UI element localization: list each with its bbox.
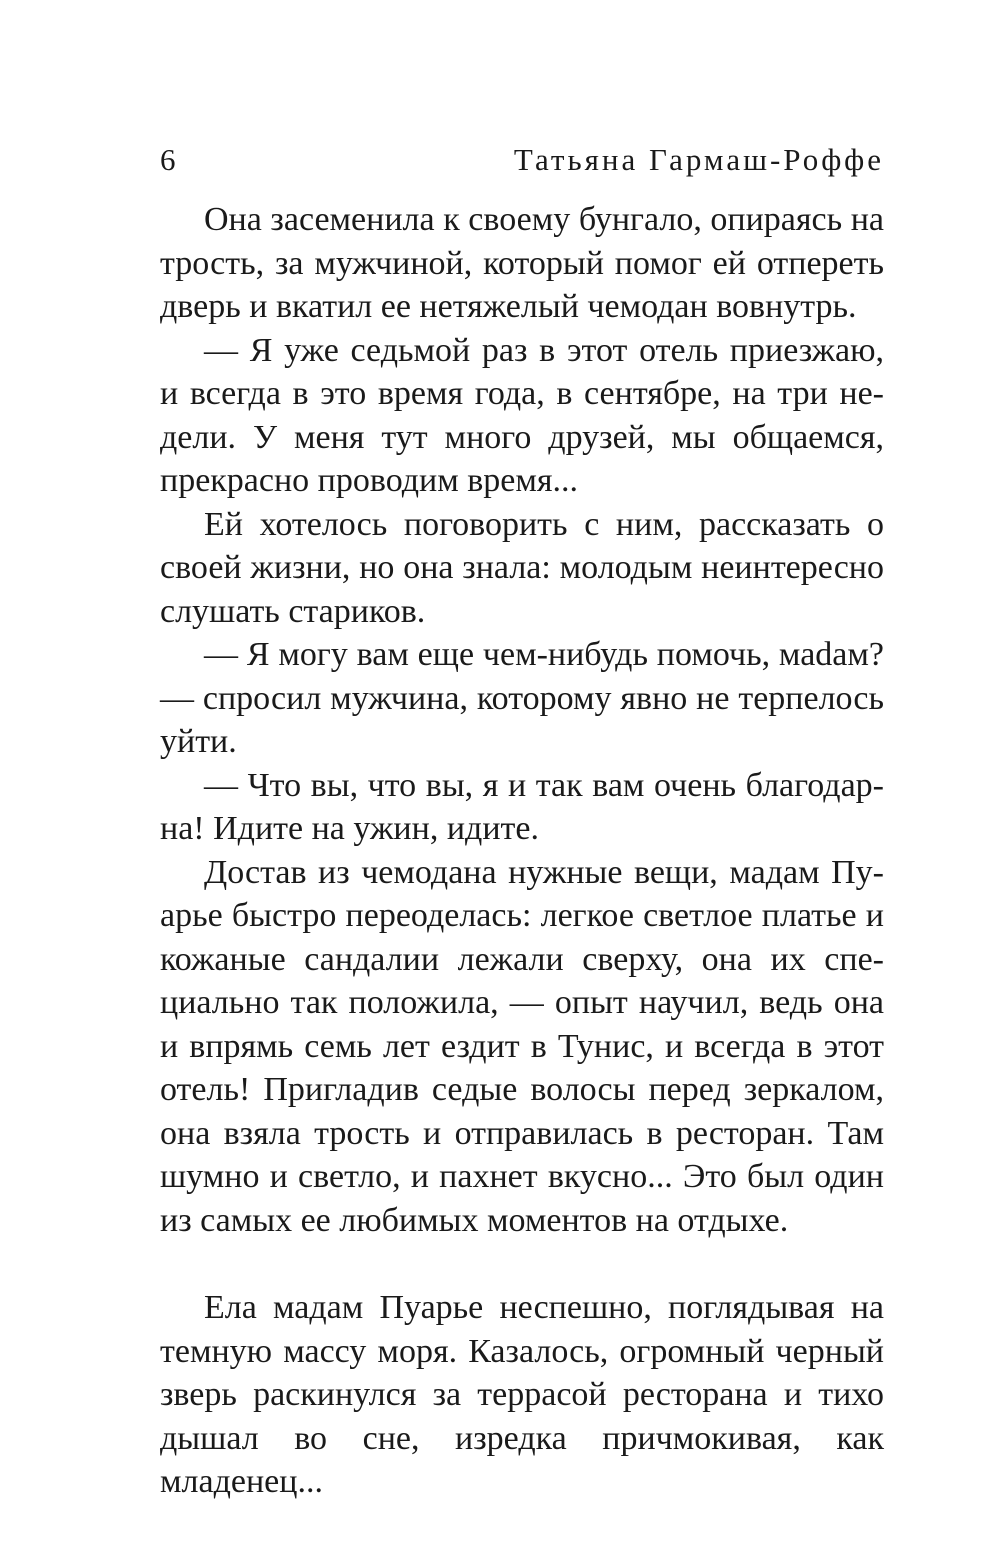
running-head xyxy=(160,136,884,184)
paragraph: — Я могу вам еще чем-нибудь помочь, маdам? — спросил мужчина, которому явно не терпелось уйти. xyxy=(160,636,884,760)
running-head-author: Татьяна Гармаш-Роффе xyxy=(513,142,884,177)
page-number: 6 xyxy=(160,142,176,177)
paragraph: Ела мадам Пуарье неспешно, поглядывая на темную массу моря. Казалось, огромный черный зверь раскинулся за террасой ресторана и тихо дышал во сне, изредка причмокивая, как младенец... xyxy=(160,1289,884,1500)
paragraph: Она засеменила к своему бунгало, опираясь на трость, за мужчиной, который помог ей отпереть дверь и вкатил ее нетяжелый чемодан вовнутрь. xyxy=(160,201,884,325)
paragraph: Ей хотелось поговорить с ним, рассказать о своей жизни, но она знала: молодым неинтересно слушать стариков. xyxy=(160,505,884,630)
book-page xyxy=(160,136,884,1504)
paragraph: Достав из чемодана нужные вещи, мадам Пуарье быстро переоделась: легкое светлое платье и кожаные сандалии лежали сверху, она их специально так положила, — опыт научил, ведь она и впрямь семь лет ездит в Тунис, и всегда в этот отель! Пригладив седые волосы перед зеркалом, она взяла трость и отправилась в ресторан. Там шумно и светло, и пахнет вкусно... Это был один из самых ее любимых моментов на отдыхе. xyxy=(160,853,884,1239)
body-text xyxy=(160,198,884,1504)
paragraph: — Что вы, что вы, я и так вам очень благодарна! Идите на ужин, идите. xyxy=(160,766,884,847)
paragraph: — Я уже седьмой раз в этот отель приезжаю, и всегда в это время года, в сентябре, на три недели. У меня тут много друзей, мы общаемся, прекрасно проводим время... xyxy=(160,331,884,499)
